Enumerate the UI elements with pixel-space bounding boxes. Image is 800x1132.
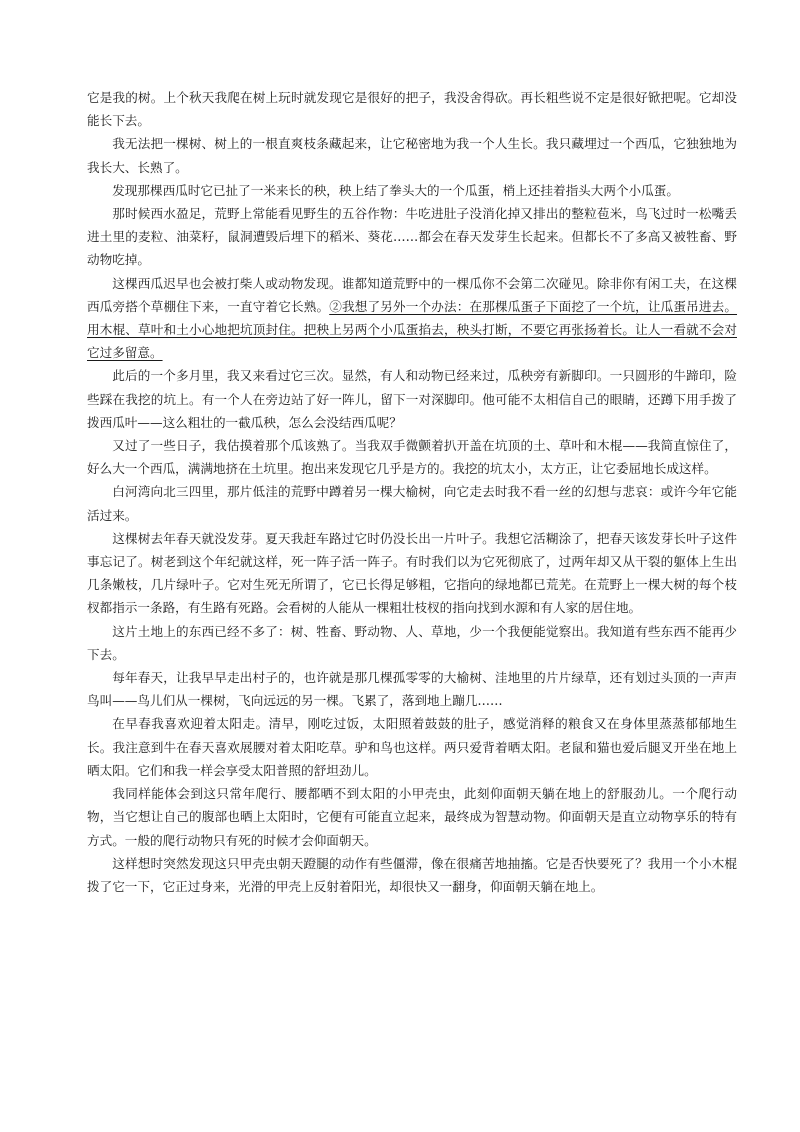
paragraph-11: 每年春天，让我早早走出村子的，也许就是那几棵孤零零的大榆树、洼地里的片片绿草，还有划过头顶的一声声鸟叫——鸟儿们从一棵树，飞向远远的另一棵。飞累了，落到地上蹦几…… — [87, 670, 737, 709]
paragraph-7: 又过了一些日子，我估摸着那个瓜该熟了。当我双手微颤着扒开盖在坑顶的土、草叶和木棍——我简直惊住了，好么大一个西瓜，满满地挤在土坑里。抱出来发现它几乎是方的。我挖的坑太小，太方正，让它委屈地长成这样。 — [87, 438, 737, 477]
paragraph-1: 它是我的树。上个秋天我爬在树上玩时就发现它是很好的把子，我没舍得砍。再长粗些说不定是很好锨把呢。它却没能长下去。 — [87, 90, 737, 129]
paragraph-13: 我同样能体会到这只常年爬行、腰都晒不到太阳的小甲壳虫，此刻仰面朝天躺在地上的舒服劲儿。一个爬行动物，当它想让自己的腹部也晒上太阳时，它便有可能直立起来，最终成为智慧动物。仰面朝天是直立动物享乐的特有方式。一般的爬行动物只有死的时候才会仰面朝天。 — [87, 786, 737, 848]
paragraph-5 — [87, 272, 737, 365]
paragraph-6: 此后的一个多月里，我又来看过它三次。显然，有人和动物已经来过，瓜秧旁有新脚印。一只圆形的牛蹄印，险些踩在我挖的坑上。有一个人在旁边站了好一阵儿，留下一对深脚印。他可能不太相信自己的眼睛，还蹲下用手拨了拨西瓜叶——这么粗壮的一截瓜秧，怎么会没结西瓜呢？ — [87, 368, 737, 430]
paragraph-14: 这样想时突然发现这只甲壳虫朝天蹬腿的动作有些僵滞，像在很痛苦地抽搐。它是否快要死了？我用一个小木棍拨了它一下，它正过身来，光滑的甲壳上反射着阳光，却很快又一翻身，仰面朝天躺在地上。 — [87, 855, 737, 894]
paragraph-4: 那时候西水盈足，荒野上常能看见野生的五谷作物：牛吃进肚子没消化掉又排出的整粒苞米，鸟飞过时一松嘴丢进土里的麦粒、油菜籽，鼠洞遭毁后埋下的稻米、葵花……都会在春天发芽生长起来。但都长不了多高又被牲畜、野动物吃掉。 — [87, 206, 737, 268]
paragraph-2: 我无法把一棵树、树上的一根直爽枝条藏起来，让它秘密地为我一个人生长。我只藏埋过一个西瓜，它独独地为我长大、长熟了。 — [87, 136, 737, 175]
underlined-sentence-2: ②我想了另外一个办法：在那棵瓜蛋子下面挖了一个坑，让瓜蛋吊进去。用木棍、草叶和土小心地把坑顶封住。把秧上另两个小瓜蛋掐去，秧头打断，不要它再张扬着长。让人一看就不会对它过多留意。 — [87, 298, 738, 361]
paragraph-9: 这棵树去年春天就没发芽。夏天我赶车路过它时仍没长出一片叶子。我想它活糊涂了，把春天该发芽长叶子这件事忘记了。树老到这个年纪就这样，死一阵子活一阵子。有时我们以为它死彻底了，过两年却又从干裂的躯体上生出几条嫩枝，几片绿叶子。它对生死无所谓了，它已长得足够粗，它指向的绿地都已荒芜。在荒野上一棵大树的每个枝杈都指示一条路，有生路有死路。会看树的人能从一棵粗壮枝杈的指向找到水源和有人家的居住地。 — [87, 530, 737, 616]
paragraph-8: 白河湾向北三四里，那片低洼的荒野中蹲着另一棵大榆树，向它走去时我不看一丝的幻想与悲哀：或许今年它能活过来。 — [87, 484, 737, 523]
paragraph-5-text: 这棵西瓜迟早也会被打柴人或动物发现。谁都知道荒野中的一棵瓜你不会第二次碰见。除非你有闲工夫，在这棵西瓜旁搭个草棚住下来，一直守着它长熟。 — [87, 275, 737, 314]
paragraph-3: 发现那棵西瓜时它已扯了一米来长的秧，秧上结了拳头大的一个瓜蛋，梢上还挂着指头大两个小瓜蛋。 — [112, 182, 679, 198]
document-page — [87, 86, 737, 898]
paragraph-12: 在早春我喜欢迎着太阳走。清早，刚吃过饭，太阳照着鼓鼓的肚子，感觉消释的粮食又在身体里蒸蒸郁郁地生长。我注意到牛在春天喜欢展腰对着太阳吃草。驴和鸟也这样。两只爱背着晒太阳。老鼠和猫也爱后腿叉开坐在地上晒太阳。它们和我一样会享受太阳普照的舒坦劲儿。 — [87, 716, 737, 778]
paragraph-10: 这片土地上的东西已经不多了：树、牲畜、野动物、人、草地，少一个我便能觉察出。我知道有些东西不能再少下去。 — [87, 623, 737, 662]
